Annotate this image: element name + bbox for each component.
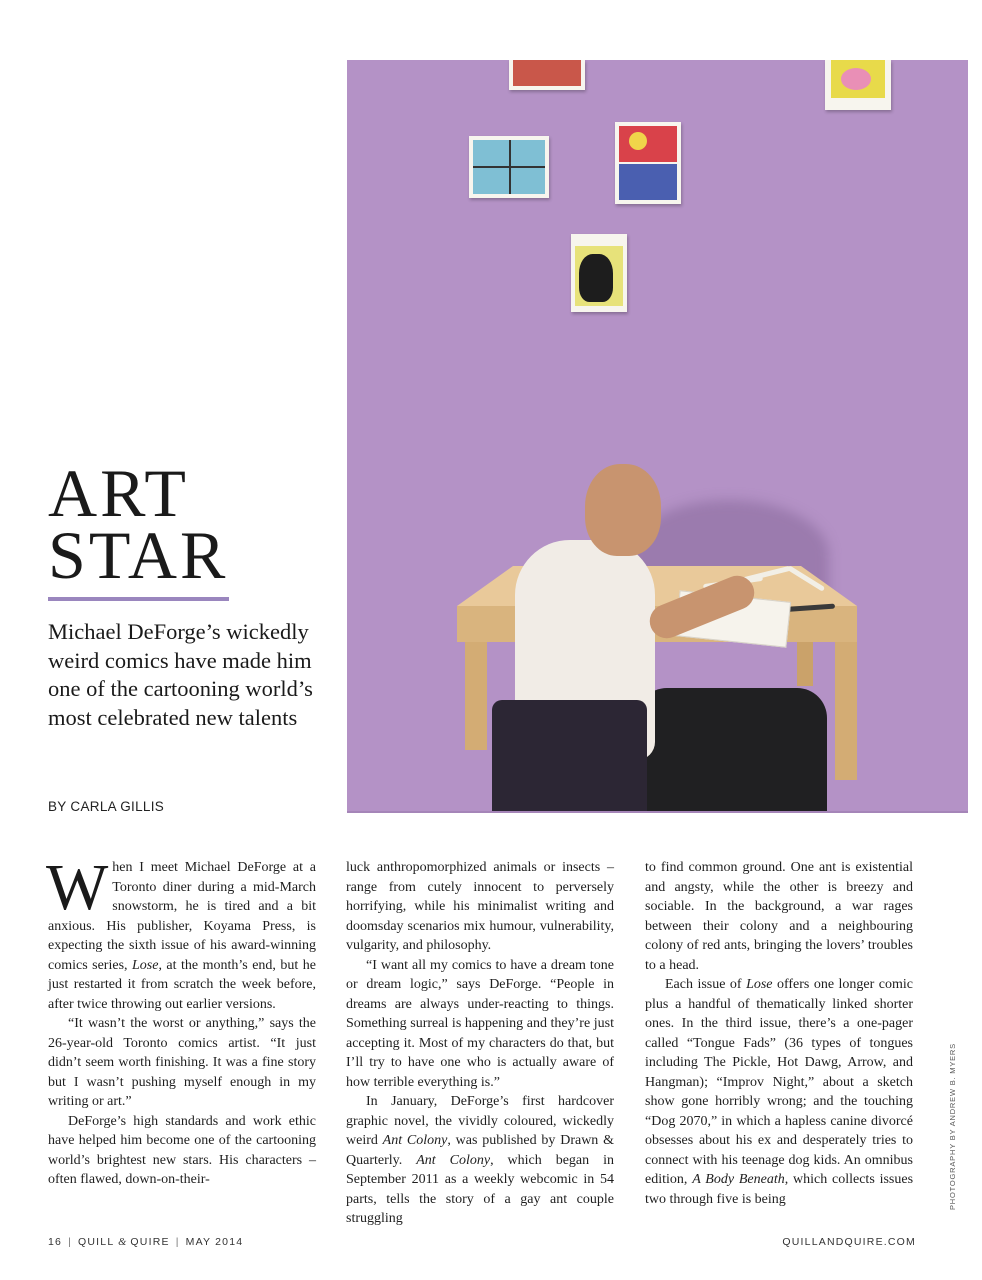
comic-poster [615,122,681,204]
photo-credit: PHOTOGRAPHY BY ANDREW B. MYERS [948,1043,957,1210]
deck: Michael DeForge’s wickedly weird comics have made him one of the cartooning world’s most celebrated new talents [48,619,313,730]
paragraph: to find common ground. One ant is existential and angsty, while the other is breezy and sociable. In the background, a war rages between their colony and a neighbouring colony of red ants, bringing the lovers’ troubles to a head. [645,860,913,973]
issue-date: MAY 2014 [185,1236,244,1248]
italic-title: A Body Beneath [692,1172,785,1187]
text-run: , was published by Drawn & Quarterly. [346,1133,614,1168]
headline-line: STAR [48,517,229,593]
text-run: In January, DeForge’s first hardcover graphic novel, the vividly coloured, wickedly weird [346,1094,614,1148]
desk-leg [465,640,487,750]
desk-leg [835,640,857,780]
paragraph: luck anthropomorphized animals or insects – range from cutely innocent to perversely horrifying, while his minimalist writing and doomsday scenarios mix humour, vulnerability, vulgarity, and philosophy. [346,860,614,953]
headline-rule [48,597,229,601]
website[interactable]: QUILLANDQUIRE.COM [782,1236,916,1248]
body-column-2 [346,858,614,1229]
magazine-name: QUILL & QUIRE [78,1236,170,1248]
comic-poster [571,234,627,312]
text-run: , which began in September 2011 as a weekly webcomic in 54 parts, tells the story of a gay ant couple struggling [346,1152,614,1226]
body-column-3 [645,858,913,1209]
page-number: 16 [48,1236,63,1248]
italic-title: Lose [746,977,773,992]
italic-title: Ant Colony [416,1152,491,1168]
headline-line: ART [48,455,189,531]
italic-title: Lose [132,957,159,973]
person-head [585,464,661,556]
paragraph [46,851,316,1014]
chair [492,700,647,813]
comic-poster [469,136,549,198]
person-legs [637,688,827,813]
byline: BY CARLA GILLIS [48,799,165,814]
paragraph: “It wasn’t the worst or anything,” says the 26-year-old Toronto comics artist. “It just didn’t seem worth finishing. It was a fine story but I wasn’t pushing myself enough in my writing or art.” [48,1016,316,1109]
body-column-1 [46,851,316,1190]
text-run: , which collects issues two through five is being [645,1172,914,1207]
folio: 16 | QUILL & QUIRE | MAY 2014 [48,1236,244,1248]
paragraph [346,1092,614,1229]
paragraph [645,975,913,1209]
headline [48,455,229,593]
floor-line [347,811,968,813]
text-run: Each issue of [665,977,747,992]
drop-cap: W [46,851,109,924]
text-run: offers one longer comic plus a handful of thematically linked shorter ones. In the third issue, there’s a one-pager called “Tongue Fads” (36 types of tongues including The Pickle, Hot Dawg, Arrow, and Hangman); “Improv Night,” about a sketch show gone horribly wrong; and the touching “Dog 2070,” in which a hapless canine divorcé obsesses about his ex and desperately tries to connect with his teenage dog kids. An omnibus edition, [645,977,913,1187]
comic-poster [509,60,585,90]
comic-poster [825,60,891,110]
text-run: , at the month’s end, but he just restarted it from scratch the week before, after twice throwing out earlier versions. [48,957,316,1012]
feature-photo [347,60,968,813]
text-run: hen I meet Michael DeForge at a Toronto diner during a mid-March snowstorm, he is tired and a bit anxious. His publisher, Koyama Press, is expecting the sixth issue of his award-winning comics series, [48,860,316,973]
italic-title: Ant Colony [382,1133,448,1148]
paragraph: “I want all my comics to have a dream tone or dream logic,” says DeForge. “People in dreams are always under-reacting to things. Something surreal is happening and they’re just accepting it. Most of my characters do that, but I’ll try to have one who is actually aware of how terrible everything is.” [346,957,614,1090]
paragraph: DeForge’s high standards and work ethic have helped him become one of the cartooning world’s brightest new stars. His characters – often flawed, down-on-their- [48,1113,316,1187]
